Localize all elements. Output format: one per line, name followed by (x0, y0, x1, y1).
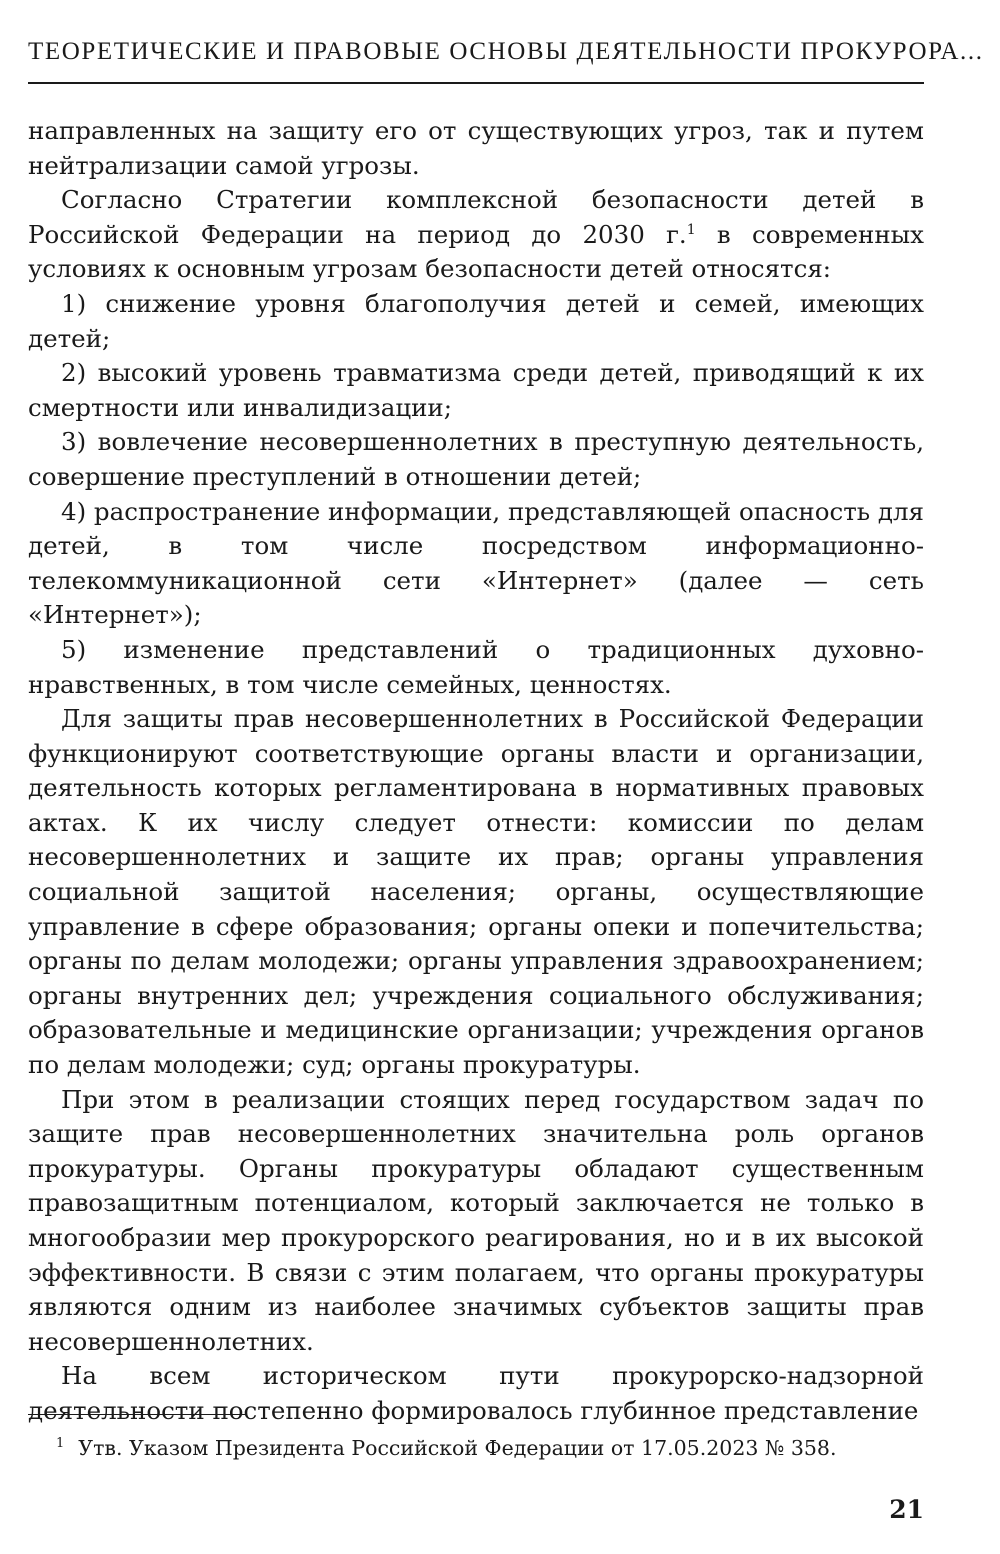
paragraph-prosecution-role: При этом в реализации стоящих перед государством задач по защите прав несовершеннолетних значительна роль органов прокуратуры. Органы прокуратуры обладают существенным правозащитным потенциалом, который заключается не только в многообразии мер прокурорского реагирования, но и в их высокой эффективности. В связи с этим полагаем, что органы прокуратуры являются одним из наиболее значимых субъектов защиты прав несовершеннолетних. (28, 1084, 924, 1356)
list-item: 1) снижение уровня благополучия детей и семей, имеющих детей; (28, 288, 924, 353)
list-item: 4) распространение информации, представляющей опасность для детей, в том числе посредством информационно-телекоммуникационной сети «Интернет» (далее — сеть «Интернет»); (28, 496, 924, 630)
header-rule (28, 82, 924, 84)
list-item: 5) изменение представлений о традиционных духовно-нравственных, в том числе семейных, ценностях. (28, 634, 924, 699)
paragraph-history: На всем историческом пути прокурорско-надзорной деятельности постепенно формировалось глубинное представление (28, 1361, 924, 1425)
paragraph-strategy (28, 183, 924, 287)
footnote-reference[interactable]: 1 (686, 221, 696, 238)
footnote-text: Утв. Указом Президента Российской Федерации от 17.05.2023 № 358. (78, 1436, 837, 1460)
page-number: 21 (889, 1495, 924, 1524)
footnote (28, 1434, 924, 1462)
footnote-mark: 1 (56, 1436, 65, 1452)
paragraph-continuation: направленных на защиту его от существующих угроз, так и путем нейтрализации самой угрозы. (28, 116, 924, 180)
list-item: 2) высокий уровень травматизма среди детей, приводящий к их смертности или инвалидизации; (28, 358, 924, 422)
footnote-rule (28, 1414, 246, 1415)
paragraph-bodies: Для защиты прав несовершеннолетних в Российской Федерации функционируют соответствующие органы власти и организации, деятельность которых регламентирована в нормативных правовых актах. К их числу следует отнести: комиссии по делам несовершеннолетних и защите их прав; органы управления социальной защитой населения; органы, осуществляющие управление в сфере образования; органы опеки и попечительства; органы по делам молодежи; органы управления здравоохранением; органы внутренних дел; учреждения социального обслуживания; образовательные и медицинские организации; учреждения органов по делам молодежи; суд; органы прокуратуры. (28, 704, 924, 1080)
list-item: 3) вовлечение несовершеннолетних в преступную деятельность, совершение преступлений в отношении детей; (28, 427, 924, 491)
running-header: ТЕОРЕТИЧЕСКИЕ И ПРАВОВЫЕ ОСНОВЫ ДЕЯТЕЛЬНОСТИ ПРОКУРОРА... (28, 38, 984, 65)
paragraph-strategy-text: Согласно Стратегии комплексной безопасности детей в Российской Федерации на период до 2030 г. (28, 185, 924, 249)
paragraph-strategy-text-cont: в современных условиях к основным угрозам безопасности детей относятся: (28, 219, 924, 284)
body-text (28, 114, 924, 1429)
